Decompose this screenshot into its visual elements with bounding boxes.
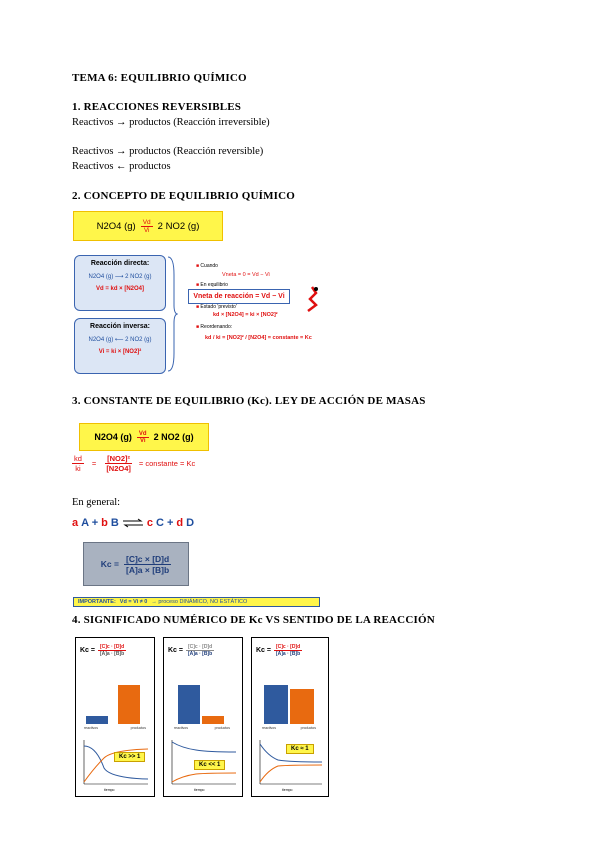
- panel-1-bar-productos: [118, 685, 140, 724]
- panel-1-bar-reactivos: [86, 716, 108, 724]
- section-4-heading: 4. SIGNIFICADO NUMÉRICO DE Kc VS SENTIDO DE LA REACCIÓN: [72, 614, 435, 626]
- kc-fraction: $\frac{[C]c \times [D]d}{[A]a \times [B]b}$: [125, 553, 170, 575]
- panel-3-label-reactivos: reactivos: [262, 726, 277, 730]
- panel-2-kc-label: Kc =: [168, 647, 183, 654]
- panel-1-label-reactivos: reactivos: [84, 726, 99, 730]
- panel-2-tag: Kc << 1: [194, 760, 225, 770]
- inverse-title: Reacción inversa:: [90, 323, 150, 330]
- panel-1-label-productos: productos: [130, 726, 146, 730]
- panel-1-fraction: $\frac{[C]c \cdot [D]d}{[A]a \cdot [B]b}$: [99, 644, 125, 657]
- panel-2-label-reactivos: reactivos: [174, 726, 189, 730]
- inverse-reaction-box: [74, 318, 166, 374]
- direct-reaction-box: [74, 255, 166, 311]
- reversible-line-1: Reactivos → productos (Reacción reversible): [72, 146, 264, 157]
- eq-right: 2 NO2 (g): [157, 220, 200, 232]
- panel-1-curves: [80, 738, 150, 790]
- kc-eq-bottom: Vi: [139, 437, 146, 444]
- panel-kc-small: [163, 637, 243, 797]
- panel-3-bar-productos: [290, 689, 314, 724]
- kc-eq-top: Vd: [138, 430, 147, 437]
- eq-arrows: [141, 219, 153, 234]
- kc-general-expression: [83, 542, 189, 586]
- bullet-reordering: ■ Reordenando:: [196, 324, 233, 330]
- panel-3-tag: Kc ≈ 1: [286, 744, 314, 754]
- bullet-equality: kd × [N2O4] = ki × [NO2]²: [213, 312, 278, 318]
- important-label: IMPORTANTE:: [78, 599, 116, 605]
- inverse-law: Vi = ki × [NO2]²: [98, 349, 142, 355]
- kc-eq-left: N2O4 (g): [94, 432, 132, 442]
- direct-reaction: N2O4 (g) ⟶ 2 NO2 (g): [88, 274, 152, 280]
- direct-law: Vd = kd × [N2O4]: [95, 286, 144, 292]
- general-label: En general:: [72, 497, 121, 508]
- kc-equation-box: [79, 423, 209, 451]
- inverse-reaction: N2O4 (g) ⟵ 2 NO2 (g): [88, 337, 152, 343]
- important-equation: Vd = Vi ≠ 0: [119, 599, 148, 605]
- concentration-fraction: $\frac{\text{[NO2]²}}{[N2O4]}$: [106, 454, 131, 473]
- panel-1-tag: Kc >> 1: [114, 752, 145, 762]
- panel-1-kc-label: Kc =: [80, 647, 95, 654]
- equilibrium-equation-box: [73, 211, 223, 241]
- panel-3-xlabel: tiempo: [282, 788, 293, 792]
- panel-2-bar-productos: [202, 716, 224, 724]
- section-1-heading: 1. REACCIONES REVERSIBLES: [72, 101, 242, 113]
- panel-3-fraction: $\frac{[C]c \cdot [D]d}{[A]a \cdot [B]b}$: [275, 644, 301, 657]
- irreversible-line: Reactivos → productos (Reacción irreversible): [72, 117, 270, 128]
- net-rate-box: Vneta de reacción = Vd − Vi: [188, 289, 290, 304]
- panel-kc-large: [75, 637, 155, 797]
- bullet-vneta: Vneta = 0 = Vd − Vi: [222, 272, 270, 278]
- eq-bottom-rate: Vi: [143, 226, 150, 234]
- panel-3-label-productos: productos: [300, 726, 316, 730]
- bullet-equilibrium: ■ En equilibrio: [196, 282, 228, 288]
- panel-2-fraction: $\frac{[C]c \cdot [D]d}{[A]a \cdot [B]b}$: [187, 644, 213, 657]
- kc-result: = constante = Kc: [138, 459, 196, 468]
- kc-label: Kc =: [100, 559, 119, 569]
- bullet-when: ■ Cuando: [196, 263, 218, 269]
- balance-figure-icon: [302, 285, 322, 313]
- section-3-heading: 3. CONSTANTE DE EQUILIBRIO (Kc). LEY DE ACCIÓN DE MASAS: [72, 395, 426, 407]
- direct-title: Reacción directa:: [90, 260, 150, 267]
- panel-3-bar-reactivos: [264, 685, 288, 724]
- panel-3-bars: [258, 678, 322, 724]
- section-2-heading: 2. CONCEPTO DE EQUILIBRIO QUÍMICO: [72, 190, 296, 202]
- panel-2-xlabel: tiempo: [194, 788, 205, 792]
- kc-eq-right: 2 NO2 (g): [153, 432, 194, 442]
- panel-2-bars: [170, 678, 236, 724]
- kd-ki-fraction: $\frac{kd}{ki}$: [74, 454, 82, 473]
- kc-eq-arrows: [137, 431, 149, 444]
- panel-2-label-productos: productos: [214, 726, 230, 730]
- eq-left: N2O4 (g): [96, 220, 136, 232]
- panel-1-xlabel: tiempo: [104, 788, 115, 792]
- panel-3-kc-label: Kc =: [256, 647, 271, 654]
- page-title: TEMA 6: EQUILIBRIO QUÍMICO: [72, 72, 247, 84]
- panel-1-bars: [82, 678, 148, 724]
- rate-constant-ratio: $\frac{kd}{ki}$ = $\frac{\text{[NO2]²}}{[N2O4]}$ = constante = Kc: [74, 454, 196, 473]
- important-text: → proceso DINÁMICO, NO ESTÁTICO: [151, 599, 248, 605]
- eq-top-rate: Vd: [142, 218, 151, 226]
- panel-2-bar-reactivos: [178, 685, 200, 724]
- panel-kc-one: [251, 637, 329, 797]
- important-note: [73, 597, 320, 607]
- reversible-line-2: Reactivos ← productos: [72, 161, 171, 172]
- bullet-ratio: kd / ki = [NO2]² / [N2O4] = constante = Kc: [205, 335, 312, 341]
- brace-icon: [166, 255, 178, 373]
- general-reaction: a A + b B c C + d D: [72, 517, 195, 529]
- bullet-state: ■ Estado 'previsto': [196, 304, 237, 310]
- equilibrium-arrows-icon: [122, 518, 144, 528]
